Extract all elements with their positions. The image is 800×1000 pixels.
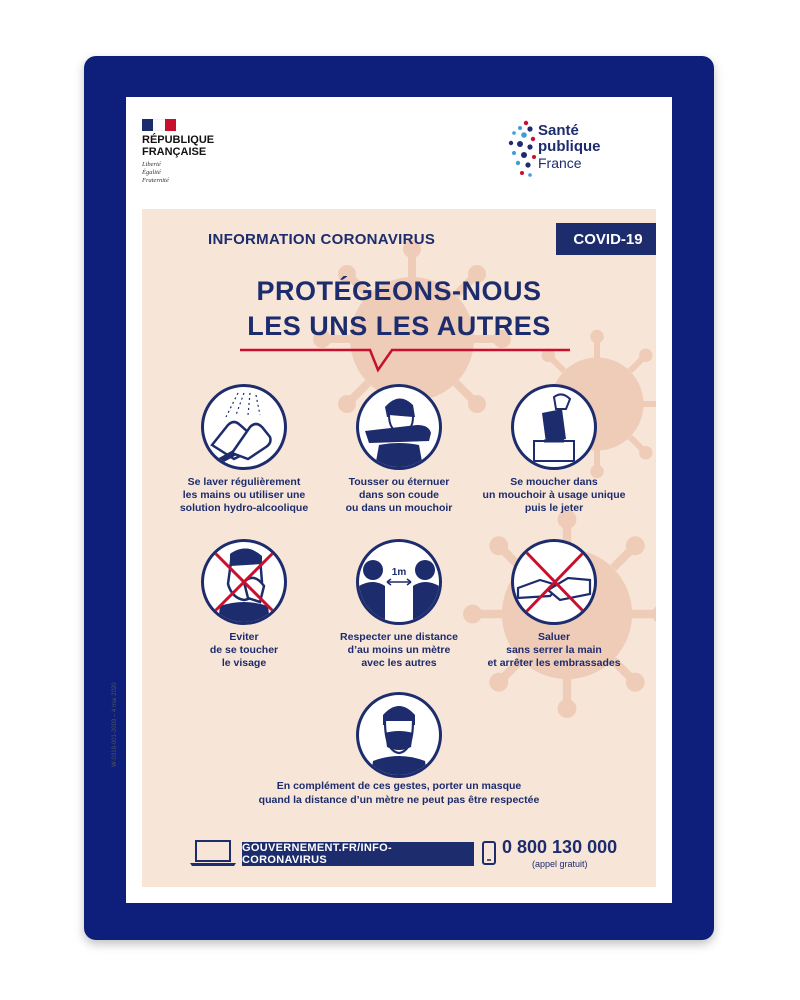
cough-elbow-icon — [356, 384, 442, 470]
headline-line-2: LES UNS LES AUTRES — [247, 311, 551, 341]
poster-content — [142, 209, 656, 887]
speech-underline-icon — [240, 346, 570, 380]
republique-francaise-logo — [142, 119, 214, 185]
poster-footer — [142, 829, 656, 879]
france-label: France — [538, 155, 582, 171]
gesture-no-face-touch — [164, 539, 324, 670]
poster-header — [126, 97, 672, 207]
poster — [112, 97, 672, 903]
mask-caption: En complément de ces gestes, porter un masque quand la distance d’un mètre ne peut pas être respectée — [258, 780, 540, 806]
information-coronavirus-title: INFORMATION CORONAVIRUS — [208, 231, 436, 248]
gesture-caption: Se moucher dans un mouchoir à usage unique puis le jeter — [482, 476, 626, 514]
tissue-box-icon — [511, 384, 597, 470]
covid-19-badge: COVID-19 — [556, 223, 656, 255]
sante-label: Santé — [538, 122, 579, 139]
gesture-handwashing — [164, 384, 324, 515]
gesture-caption: Saluer sans serrer la main et arrêter les embrassades — [487, 631, 621, 669]
laptop-icon — [190, 839, 236, 867]
gesture-cough-elbow — [319, 384, 479, 515]
smartphone-icon — [482, 841, 496, 865]
gesture-caption: Tousser ou éternuer dans son coude ou dans un mouchoir — [345, 476, 453, 514]
gesture-caption: Eviter de se toucher le visage — [209, 631, 279, 669]
government-url-link[interactable]: GOUVERNEMENT.FR/INFO-CORONAVIRUS — [242, 842, 474, 866]
handwashing-icon — [201, 384, 287, 470]
gesture-tissue — [474, 384, 634, 515]
french-flag-icon — [142, 119, 176, 131]
face-mask-icon — [356, 692, 442, 778]
headline-line-1: PROTÉGEONS-NOUS — [256, 276, 542, 306]
republique-motto: Liberté Égalité Fraternité — [142, 161, 169, 184]
document-reference: W-0318-001-2003 – 4 mai 2020 — [112, 682, 118, 767]
gesture-no-handshake — [474, 539, 634, 670]
phone-note: (appel gratuit) — [532, 859, 588, 869]
no-handshake-icon — [511, 539, 597, 625]
gesture-caption: Respecter une distance d’au moins un mètre avec les autres — [340, 631, 458, 669]
no-face-touch-icon — [201, 539, 287, 625]
sante-publique-france-logo — [508, 119, 638, 189]
gesture-caption: Se laver régulièrement les mains ou utiliser une solution hydro-alcoolique — [179, 476, 309, 514]
republique-title: RÉPUBLIQUE FRANÇAISE — [142, 134, 215, 158]
phone-number[interactable]: 0 800 130 000 — [502, 837, 618, 857]
distance-label: 1m — [391, 567, 407, 578]
publique-label: publique — [538, 138, 601, 155]
sante-publique-dots-icon — [508, 119, 538, 183]
distance-icon — [356, 539, 442, 625]
gesture-mask — [319, 692, 479, 778]
gesture-distance — [319, 539, 479, 670]
